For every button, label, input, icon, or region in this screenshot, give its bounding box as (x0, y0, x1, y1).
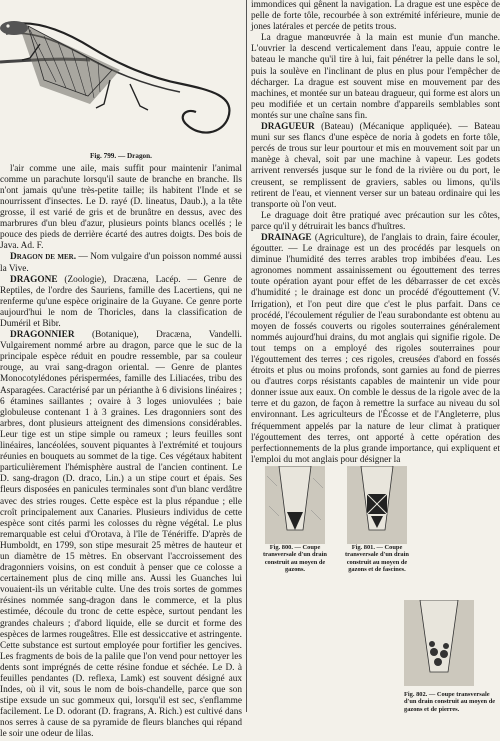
left-column (0, 0, 242, 741)
entry-headword: DRAGONNIER (10, 330, 75, 341)
entry-headword: Dragon de mer. (10, 252, 77, 263)
paragraph (251, 0, 500, 33)
drain-section-pierres-diagram (404, 600, 474, 686)
entry-headword: DRAGONE (10, 274, 58, 285)
entry-headword: DRAINAGE (261, 232, 312, 243)
paragraph-text: l'air comme une aile, mais suffit pour maintenir l'animal comme un parachute lorsqu'il saute de branche en branche. Ils n'ont jamais qu'une très-petite taille; ils habitent l'Inde et se nourrissent d'insectes. Le D. rayé (D. lineatus, Daub.), a la tête grosse, il est varié de gris et de brunâtre en dessus, avec des marbrures d'un bleu d'azur, plusieurs points blancs ocellés ; le pouce des pieds de derrière écarté des autres doigts. Des bois de Java. Ad. F. (0, 163, 242, 252)
entry-text: (Zoologie), Dracæna, Lacép. — Genre de Reptiles, de l'ordre des Sauriens, famille des Lacertiens, qui ne renferme qu'une espèce originaire de la Guyane. Ce genre porte aujourd'hui le nom de Thoricles, dans la classification de Duméril et Bibr. (0, 274, 242, 329)
entry-dragueur (251, 122, 500, 211)
paragraph-text: La drague manœuvrée à la main est munie d'un manche. L'ouvrier la descend verticalement dans l'eau, appuie contre le bateau le manche qu'il tire à lui, fait pénétrer la pelle dans le sol, puis la soulève en l'inclinant de plus en plus pour l'empêcher de décharger. La drague est souvent mise en mouvement par des machines, et montée sur un bateau dragueur, qui forme est alors un peu modifiée et un certain nombre d'appareils semblables sont montés sur une chaîne sans fin. (251, 33, 500, 121)
paragraph (251, 33, 500, 122)
figure-801 (337, 466, 417, 574)
paragraph (0, 164, 242, 253)
column-divider (246, 0, 247, 712)
figure-801-caption: Fig. 801. — Coupe transversale d'un drain construit au moyen de gazons et de fascines. (345, 544, 409, 574)
entry-drainage (251, 233, 500, 466)
figure-802 (404, 600, 500, 712)
figure-800 (255, 466, 335, 574)
drain-section-fascines-diagram (347, 466, 407, 544)
right-column (251, 0, 500, 466)
entry-dragon-de-mer (0, 252, 242, 274)
figure-799 (0, 0, 242, 161)
drain-section-gazons-diagram (265, 466, 325, 544)
entry-headword: DRAGUEUR (261, 122, 315, 133)
figure-802-caption: Fig. 802. — Coupe transversale d'un drain construit au moyen de gazons et de pierres. (404, 691, 496, 713)
dragon-lizard-illustration (0, 0, 242, 146)
entry-dragonnier (0, 330, 242, 740)
figure-799-caption: Fig. 799. — Dragon. (90, 152, 152, 161)
paragraph-text: Le draguage doit être pratiqué avec précaution sur les côtes, parce qu'il y détruirait les bancs d'huîtres. (251, 210, 500, 232)
drain-figures-row (253, 466, 500, 582)
entry-text: (Agriculture), de l'anglais to drain, faire écouler, égoutter. — Le drainage est un des procédés par lesquels on diminue l'humidité des terres arables trop imbibées d'eau. Les agronomes nomment assainissement ou égouttement des terres toute opération ayant pour effet de les débarrasser de cet excès d'humidité ; le drainage est donc un procédé d'égouttement (V. Irrigation), et l'on peut dire que c'est le plus parfait. Dans ce procédé, l'écoulement régulier de l'eau surabondante est obtenu au moyen de fossés couverts ou rigoles souterraines généralement nommés aujourd'hui drains, du mot anglais qui signifie rigole. De tout temps on a employé des rigoles souterraines pour l'égouttement des terres ; ces rigoles, creusées d'abord en fossés étroits et plus ou moins profonds, sont garnies au fond de pierres ou d'autres corps résistants capables de maintenir un vide pour donner issue aux eaux. On comble le dessus de la rigole avec de la terre et du gazon, de façon à remettre la surface au niveau du sol environnant. Les agriculteurs de l'Écosse et de l'Angleterre, plus fréquemment appelés par la nature de leur climat à pratiquer l'égouttement des terres, ont apporté à cette opération des perfectionnements de la plus grande importance, qui expliquent et l'emploi du mot anglais pour désigner la (251, 232, 500, 465)
entry-text: — Nom vulgaire d'un poisson nommé aussi la Vive. (0, 252, 242, 274)
entry-text: (Bateau) (Mécanique appliquée). — Bateau muni sur ses flancs d'une espèce de noria à godets en forte tôle, percés de trous sur leur pourtour et mis en mouvement soit par un manège à cheval, soit par une machine à vapeur. Les godets arrivent renversés jusque sur le fond de la rivière ou du port, le creusent, se remplissent de graviers, sables ou limons, qu'ils retirent de l'eau, et viennent verser sur un bateau ordinaire qui les transporte où l'on veut. (251, 122, 500, 210)
paragraph (251, 211, 500, 233)
paragraph-text: immondices qui gênent la navigation. La drague est une espèce de pelle de forte tôle, recourbée à son extrémité inférieure, munie de jones latérales et percée de petits trous. (251, 0, 500, 33)
figure-800-caption: Fig. 800. — Coupe transversale d'un drain construit au moyen de gazons. (263, 544, 327, 574)
entry-dragone (0, 275, 242, 330)
entry-text: (Botanique), Dracæna, Vandelli. Vulgairement nommé arbre au dragon, parce que le suc de la principale espèce réduit en poudre ressemble, par sa couleur rouge, au vrai sang-dragon oriental. — Genre de plantes Monocotylédones périspermées, famille des Liliacées, tribu des Asparagées. Caractérisé par un périanthe à 6 divisions linéaires ; 6 étamines saillantes ; ovaire à 3 loges uniovulées ; baie globuleuse contenant 1 à 3 graines. Les dragonniers sont des arbres, dont plusieurs atteignent des dimensions considérables. Leur tige est un stipe simple ou rameux ; leurs feuilles sont linéaires, lancéolées, souvent piquantes à l'extrémité et toujours réunies en bouquets au sommet de la tige. Ces végétaux habitent particulièrement l'hémisphère austral de l'ancien continent. Le D. sang-dragon (D. draco, Lin.) a un stipe court et épais. Ses fleurs disposées en panicules terminales sont d'un blanc verdâtre avec des stries rouges. Cette espèce est la plus répandue ; elle croît principalement aux Canaries. Plusieurs individus de cette espèce sont cités parmi les colosses du règne végétal. Le plus remarquable est celui d'Orotava, à l'île de Ténériffe. D'après de Humboldt, en 1799, son stipe mesurait 25 mètres de hauteur et un diamètre de 15 mètres. En observant l'accroissement des dragonniers voisins, on est conduit à penser que ce colosse a certainement plus de cinq mille ans. Aussi les Guanches lui vouaient-ils un véritable culte. Une des trois sortes de gommes résines nommée sang-dragon dans le commerce, et la plus estimée, découle du tronc de cette espèce, surtout pendant les grandes chaleurs ; d'abord liquide, elle se durcit et forme des espèces de larmes rougeâtres. Elle est dessiccative et astringente. Cette substance est surtout employée pour fortifier les gencives. Les fragments de bois de la palile que l'on vend pour nettoyer les dents sont imprégnés de cette résine fondue et séchée. Le D. à feuilles pendantes (D. reflexa, Lamk) est souvent désigné aux Indes, où il vit, sous le nom de bois-chandelle, parce que son stipe exsude un suc gommeux qui, lorsqu'il est sec, s'enflamme facilement. Le D. odorant (D. fragrans, A. Rich.) est cultivé dans nos serres à cause de sa pyramide de fleurs blanches qui répand le soir une odeur de lilas. (0, 330, 242, 740)
